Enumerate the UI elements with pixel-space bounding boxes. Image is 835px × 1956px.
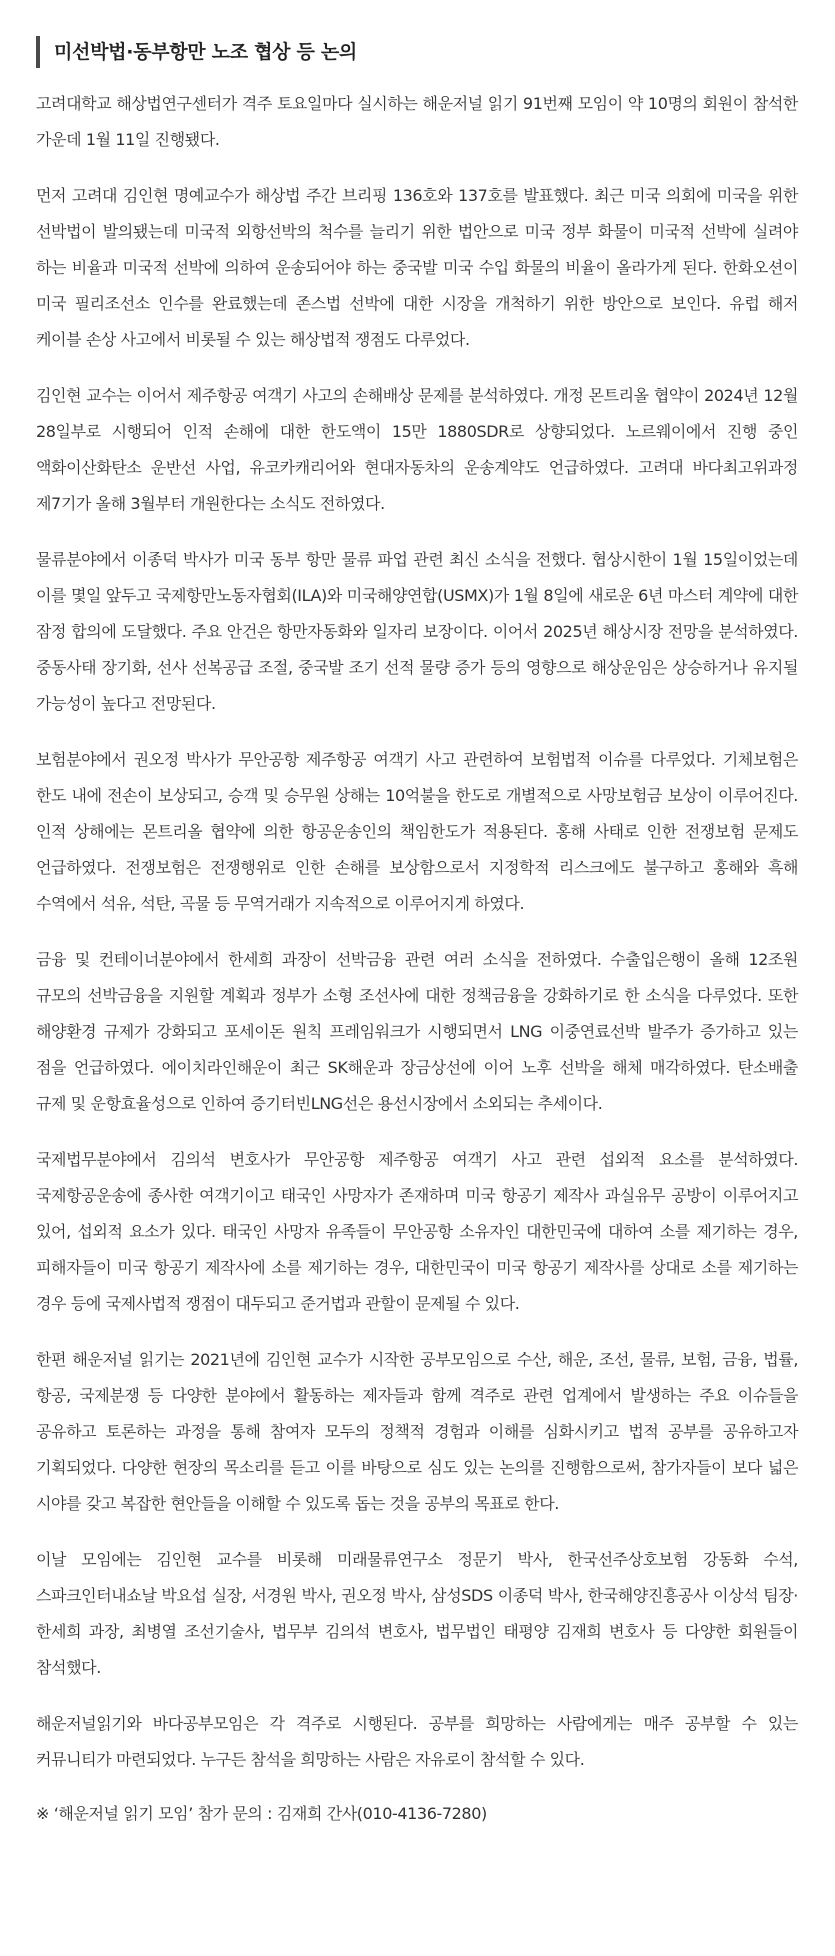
paragraph-maritime-law-briefing: 먼저 고려대 김인현 명예교수가 해상법 주간 브리핑 136호와 137호를 발표했다. 최근 미국 의회에 미국을 위한 선박법이 발의됐는데 미국적 외항선박의 척수를 늘리기 위한 법안으로 미국 정부 화물이 미국적 선박에 실려야 하는 비율과 미국적 선박에 의하여 운송되어야 하는 중국발 미국 수입 화물의 비율이 올라가게 된다. 한화오션이 미국 필리조선소 인수를 완료했는데 존스법 선박에 대한 시장을 개척하기 위한 방안으로 보인다. 유럽 해저 케이블 손상 사고에서 비롯될 수 있는 해상법적 쟁점도 다루었다. — [36, 186, 798, 349]
article-subheading: 미선박법·동부항만 노조 협상 등 논의 — [36, 36, 357, 68]
paragraph-insurance: 보험분야에서 권오정 박사가 무안공항 제주항공 여객기 사고 관련하여 보험법적 이슈를 다루었다. 기체보험은 한도 내에 전손이 보상되고, 승객 및 승무원 상해는 10억불을 한도로 개별적으로 사망보험금 보상이 이루어진다. 인적 상해에는 몬트리올 협약에 의한 항공운송인의 책임한도가 적용된다. 홍해 사태로 인한 전쟁보험 문제도 언급하였다. 전쟁보험은 전쟁행위로 인한 손해를 보상함으로서 지정학적 리스크에도 불구하고 홍해와 흑해 수역에서 석유, 석탄, 곡물 등 무역거래가 지속적으로 이루어지게 하였다. — [36, 750, 798, 913]
paragraph-logistics: 물류분야에서 이종덕 박사가 미국 동부 항만 물류 파업 관련 최신 소식을 전했다. 협상시한이 1월 15일이었는데 이를 몇일 앞두고 국제항만노동자협회(ILA)와 미국해양연합(USMX)가 1월 8일에 새로운 6년 마스터 계약에 대한 잠정 합의에 도달했다. 주요 안건은 항만자동화와 일자리 보장이다. 이어서 2025년 해상시장 전망을 분석하였다. 중동사태 장기화, 선사 선복공급 조절, 중국발 조기 선적 물량 증가 등의 영향으로 해상운임은 상승하거나 유지될 가능성이 높다고 전망된다. — [36, 550, 798, 713]
contact-notice: ※ ‘해운저널 읽기 모임’ 참가 문의 : 김재희 간사(010-4136-7280) — [36, 1804, 487, 1823]
paragraph-international-law: 국제법무분야에서 김의석 변호사가 무안공항 제주항공 여객기 사고 관련 섭외적 요소를 분석하였다. 국제항공운송에 종사한 여객기이고 태국인 사망자가 존재하며 미국 항공기 제작사 과실유무 공방이 이루어지고 있어, 섭외적 요소가 있다. 태국인 사망자 유족들이 무안공항 소유자인 대한민국에 대하여 소를 제기하는 경우, 피해자들이 미국 항공기 제작사에 소를 제기하는 경우, 대한민국이 미국 항공기 제작사를 상대로 소를 제기하는 경우 등에 국제사법적 쟁점이 대두되고 준거법과 관할이 문제될 수 있다. — [36, 1150, 798, 1313]
paragraph-finance-container: 금융 및 컨테이너분야에서 한세희 과장이 선박금융 관련 여러 소식을 전하였다. 수출입은행이 올해 12조원 규모의 선박금융을 지원할 계획과 정부가 소형 조선사에 대한 정책금융을 강화하기로 한 소식을 다루었다. 또한 해양환경 규제가 강화되고 포세이돈 원칙 프레임워크가 시행되면서 LNG 이중연료선박 발주가 증가하고 있는 점을 언급하였다. 에이치라인해운이 최근 SK해운과 장금상선에 이어 노후 선박을 해체 매각하였다. 탄소배출 규제 및 운항효율성으로 인하여 증기터빈LNG선은 용선시장에서 소외되는 추세이다. — [36, 950, 798, 1113]
paragraph-attendees: 이날 모임에는 김인현 교수를 비롯해 미래물류연구소 정문기 박사, 한국선주상호보험 강동화 수석, 스파크인터내쇼날 박요섭 실장, 서경원 박사, 권오정 박사, 삼성SDS 이종덕 박사, 한국해양진흥공사 이상석 팀장·한세희 과장, 최병열 조선기술사, 법무부 김의석 변호사, 법무법인 태평양 김재희 변호사 등 다양한 회원들이 참석했다. — [36, 1550, 798, 1677]
article-text — [36, 86, 798, 1830]
paragraph-jeju-air-damages: 김인현 교수는 이어서 제주항공 여객기 사고의 손해배상 문제를 분석하였다. 개정 몬트리올 협약이 2024년 12월 28일부로 시행되어 인적 손해에 대한 한도액이 15만 1880SDR로 상향되었다. 노르웨이에서 진행 중인 액화이산화탄소 운반선 사업, 유코카캐리어와 현대자동차의 운송계약도 언급하였다. 고려대 바다최고위과정 제7기가 올해 3월부터 개원한다는 소식도 전하였다. — [36, 386, 798, 513]
paragraph-schedule: 해운저널읽기와 바다공부모임은 각 격주로 시행된다. 공부를 희망하는 사람에게는 매주 공부할 수 있는 커뮤니티가 마련되었다. 누구든 참석을 희망하는 사람은 자유로이 참석할 수 있다. — [36, 1714, 798, 1769]
paragraph-intro: 고려대학교 해상법연구센터가 격주 토요일마다 실시하는 해운저널 읽기 91번째 모임이 약 10명의 회원이 참석한 가운데 1월 11일 진행됐다. — [36, 94, 798, 149]
paragraph-study-group-background: 한편 해운저널 읽기는 2021년에 김인현 교수가 시작한 공부모임으로 수산, 해운, 조선, 물류, 보험, 금융, 법률, 항공, 국제분쟁 등 다양한 분야에서 활동하는 제자들과 함께 격주로 관련 업계에서 발생하는 주요 이슈들을 공유하고 토론하는 과정을 통해 참여자 모두의 정책적 경험과 이해를 심화시키고 법적 공부를 공유하고자 기획되었다. 다양한 현장의 목소리를 듣고 이를 바탕으로 심도 있는 논의를 진행함으로써, 참가자들이 보다 넓은 시야를 갖고 복잡한 현안들을 이해할 수 있도록 돕는 것을 공부의 목표로 한다. — [36, 1350, 798, 1513]
